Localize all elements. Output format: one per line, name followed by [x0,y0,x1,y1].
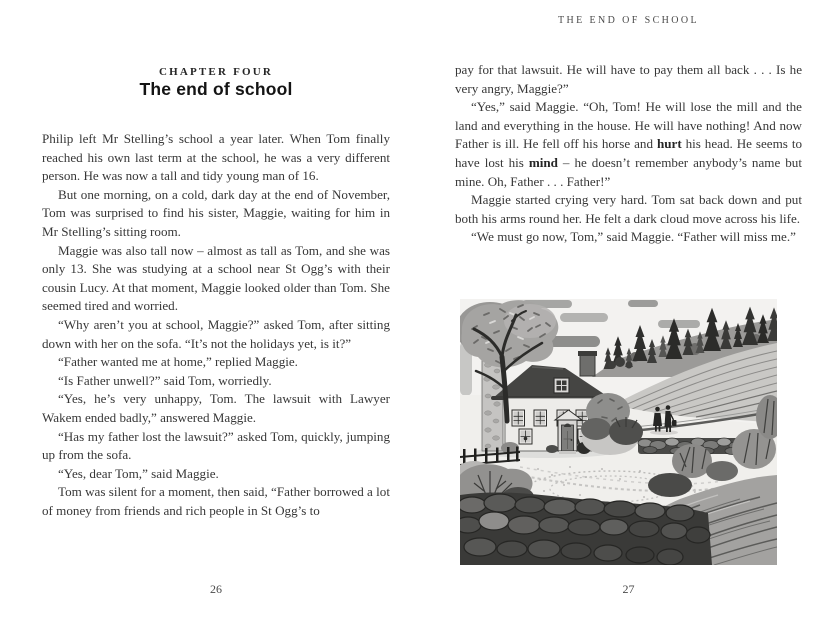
chapter-title: The end of school [139,79,293,99]
right-page [455,0,802,629]
paragraph: “Yes, dear Tom,” said Maggie. [58,465,219,481]
paragraph: Philip left Mr Stelling’s school a year later. When Tom finally reached his own last term at the school, he was a very different person. He was now a tall and tidy young man of 16. [42,131,390,184]
right-page-body [455,61,802,247]
paragraph: But one morning, on a cold, dark day at the end of November, Tom was surprised to find his sister, Maggie, waiting for him in Mr Stelling’s sitting room. [42,186,390,239]
paragraph: pay for that lawsuit. He will have to pay them all back . . . Is he very angry, Maggie?” [455,62,802,96]
paragraph: “Yes,” said Maggie. “Oh, Tom! He will lose the mill and the land and everything in the house. He will have nothing! And now Father is ill. He fell off his horse and hurt his head. He seems to have lost his mind – he doesn’t remember anybody’s name but mine. Oh, Father . . . Father!” [455,99,803,189]
paragraph: “Is Father unwell?” said Tom, worriedly. [58,372,272,388]
left-page [42,0,390,629]
page-number-right: 27 [622,582,635,596]
paragraph: “Yes, he’s very unhappy, Tom. The lawsuit with Lawyer Wakem ended badly,” answered Maggie. [42,391,390,425]
chapter-label: CHAPTER FOUR [158,66,274,78]
cottage-illustration-svg [460,299,777,565]
paragraph: “We must go now, Tom,” said Maggie. “Father will miss me.” [471,229,796,245]
cottage-illustration [460,299,777,565]
running-head: THE END OF SCHOOL [557,15,700,26]
paragraph: “Father wanted me at home,” replied Maggie. [58,354,298,370]
paragraph: “Why aren’t you at school, Maggie?” asked Tom, after sitting down with her on the sofa. “It’s not the holidays yet, is it?” [42,316,390,351]
paragraph: Maggie was also tall now – almost as tall as Tom, and she was only 13. She was studying at a school near St Ogg’s with their cousin Lucy. At that moment, Maggie looked older than Tom. She seemed tired and worried. [42,242,390,314]
left-page-body [42,130,390,520]
paragraph: Tom was silent for a moment, then said, “Father borrowed a lot of money from friends and rich people in St Ogg’s to [42,484,390,518]
page-number-left: 26 [210,582,222,596]
attic-window [554,378,569,393]
paragraph: “Has my father lost the lawsuit?” asked Tom, quickly, jumping up from the sofa. [42,428,390,463]
paragraph: Maggie started crying very hard. Tom sat back down and put both his arms round her. He felt a dark cloud move across his life. [455,192,802,226]
